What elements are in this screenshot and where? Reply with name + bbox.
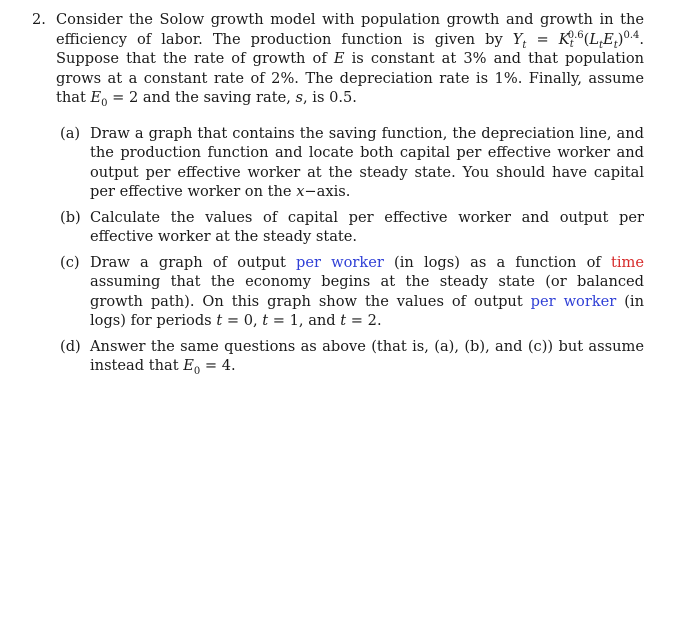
problem-intro: Consider the Solow growth model with population growth and growth in the efficiency of labor. The production function is given by $Y_t = K_t^{0.6}(L_tE_t)^{0.4}$. Suppose that the rate of growth of E is constant at 3% and that population grows at a constant rate of 2%. The depreciation rate is 1%. Finally, assume that $E_0 = 2$ and the saving rate, s, is 0.5. xyxy=(56,11,645,109)
part-c xyxy=(56,253,644,331)
part-b xyxy=(56,208,644,247)
problem-statement xyxy=(32,10,644,108)
part-d-label: (d) xyxy=(60,337,81,355)
part-b-label: (b) xyxy=(60,208,81,226)
part-c-text: Draw a graph of output per worker (in logs) as a function of time assuming that the economy begins at the steady state (or balanced growth path). On this graph show the values of output per worker (in logs) for periods t = 0, t = 1, and t = 2. xyxy=(90,253,644,329)
problem-2 xyxy=(32,10,644,382)
part-a-label: (a) xyxy=(60,124,81,142)
highlight-per-worker: per worker xyxy=(296,253,384,271)
problem-number: 2. xyxy=(32,11,46,28)
part-d-text: Answer the same questions as above (that is, (a), (b), and (c)) but assume instead that $E_0 = 4$. xyxy=(90,337,644,377)
part-b-text: Calculate the values of capital per effective worker and output per effective worker at the steady state. xyxy=(90,208,644,245)
highlight-per-worker: per worker xyxy=(530,292,617,310)
part-a xyxy=(56,124,644,202)
problem-parts xyxy=(56,124,644,376)
highlight-time: time xyxy=(610,253,644,271)
part-d xyxy=(56,337,644,376)
part-c-label: (c) xyxy=(60,253,80,271)
part-a-text: Draw a graph that contains the saving function, the depreciation line, and the production function and locate both capital per effective worker and output per effective worker at the steady state. You should have capital per effective worker on the x−axis. xyxy=(90,124,644,200)
